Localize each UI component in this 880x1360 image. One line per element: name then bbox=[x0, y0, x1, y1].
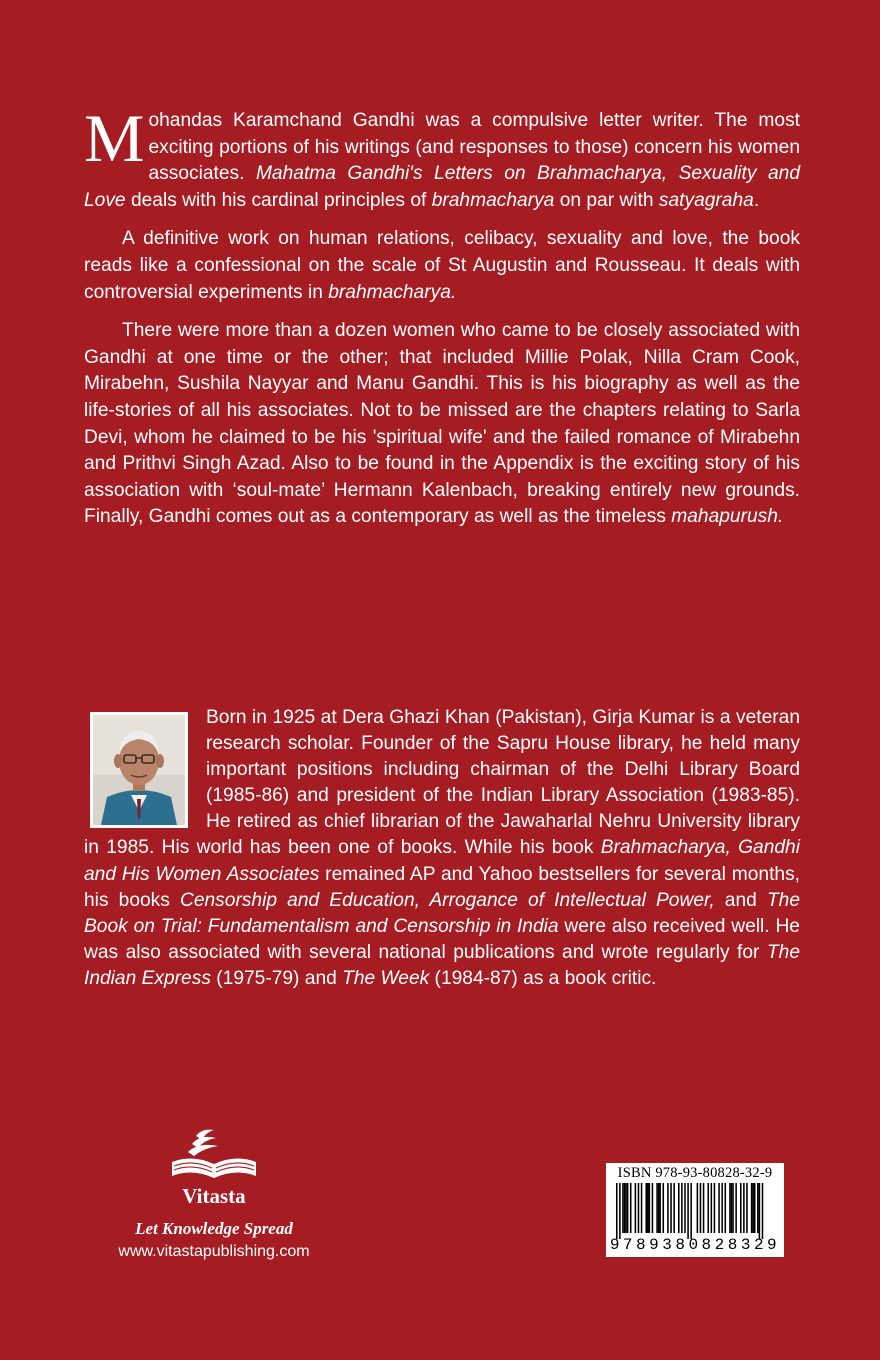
barcode-bar bbox=[757, 1183, 759, 1233]
barcode-bars-icon bbox=[610, 1183, 780, 1239]
barcode-bar bbox=[687, 1183, 689, 1239]
isbn-label: ISBN 978-93-80828-32-9 bbox=[617, 1165, 773, 1181]
barcode-bar bbox=[616, 1183, 618, 1239]
description-paragraph-2: A definitive work on human relations, celibacy, sexuality and love, the book reads like a confessional on the scale of St Augustin and Rousseau. It deals with controversial experiments in brahmacharya. bbox=[84, 228, 800, 303]
barcode-bar bbox=[759, 1183, 761, 1239]
barcode-bar bbox=[729, 1183, 731, 1233]
author-photo bbox=[90, 712, 188, 828]
barcode-bar bbox=[649, 1183, 651, 1233]
barcode-bar bbox=[656, 1183, 658, 1233]
barcode-bar bbox=[703, 1183, 705, 1233]
publisher-block bbox=[94, 1126, 334, 1261]
barcode-bar bbox=[630, 1183, 632, 1233]
barcode-bar bbox=[711, 1183, 713, 1233]
barcode-bar bbox=[678, 1183, 680, 1233]
barcode-bar bbox=[725, 1183, 727, 1233]
barcode-bar bbox=[652, 1183, 654, 1233]
barcode-bar bbox=[735, 1183, 737, 1233]
book-description bbox=[84, 100, 800, 543]
barcode-bar bbox=[658, 1183, 660, 1233]
barcode-bar bbox=[754, 1183, 756, 1233]
barcode-bar bbox=[743, 1183, 745, 1233]
barcode-bar bbox=[659, 1183, 661, 1233]
barcode-bar bbox=[714, 1183, 716, 1233]
barcode-bar bbox=[670, 1183, 672, 1233]
barcode-bar bbox=[627, 1183, 629, 1233]
barcode-bar bbox=[625, 1183, 627, 1233]
barcode-bar bbox=[645, 1183, 647, 1233]
description-paragraph-3: There were more than a dozen women who came to be closely associated with Gandhi at one time or the other; that included Millie Polak, Nilla Cram Cook, Mirabehn, Sushila Nayyar and Manu Gandhi. This is his biography as well as the life-stories of all his associates. Not to be missed are the chapters relating to Sarla Devi, whom he claimed to be his 'spiritual wife' and the failed romance of Mirabehn and Prithvi Singh Azad. Also to be found in the Appendix is the exciting story of his association with ‘soul-mate’ Hermann Kalenbach, breaking entirely new grounds. Finally, Gandhi comes out as a contemporary as well as the timeless mahapurush. bbox=[84, 320, 800, 528]
barcode-bar bbox=[707, 1183, 709, 1233]
barcode-bar bbox=[641, 1183, 643, 1233]
open-book-logo-icon bbox=[162, 1126, 266, 1184]
publisher-tagline: Let Knowledge Spread bbox=[135, 1219, 293, 1238]
drop-cap: M bbox=[84, 100, 145, 176]
barcode-bar bbox=[752, 1183, 754, 1233]
barcode-bar bbox=[740, 1183, 742, 1233]
barcode-bar bbox=[746, 1183, 748, 1233]
barcode-bar bbox=[663, 1183, 665, 1233]
barcode-bar bbox=[684, 1183, 686, 1233]
barcode-bar bbox=[673, 1183, 675, 1233]
isbn-barcode bbox=[606, 1163, 784, 1257]
barcode-bar bbox=[667, 1183, 669, 1233]
barcode-bar bbox=[721, 1183, 723, 1233]
barcode-digits: 9789380828329 bbox=[609, 1236, 781, 1254]
publisher-name: Vitasta bbox=[182, 1184, 246, 1208]
barcode-bar bbox=[697, 1183, 699, 1233]
publisher-website: www.vitastapublishing.com bbox=[118, 1243, 310, 1260]
barcode-bar bbox=[635, 1183, 637, 1233]
barcode-bar bbox=[762, 1183, 764, 1239]
barcode-bar bbox=[681, 1183, 683, 1233]
barcode-bar bbox=[732, 1183, 734, 1233]
barcode-bar bbox=[638, 1183, 640, 1233]
author-bio: Born in 1925 at Dera Ghazi Khan (Pakistan), Girja Kumar is a veteran research scholar. Founder of the Sapru House library, he held many important positions including chairman of the Delhi Library Board (1985-86) and president of the Indian Library Association (1983-85). He retired as chief librarian of the Jawaharlal Nehru University library in 1985. His world has been one of books. While his book Brahmacharya, Gandhi and His Women Associates remained AP and Yahoo bestsellers for several months, his books Censorship and Education, Arrogance of Intellectual Power, and The Book on Trial: Fundamentalism and Censorship in India were also received well. He was also associated with several national publications and wrote regularly for The Indian Express (1975-79) and The Week (1984-87) as a book critic. bbox=[84, 707, 801, 989]
barcode-bar bbox=[690, 1183, 692, 1239]
barcode-bar bbox=[647, 1183, 649, 1233]
barcode-bar bbox=[731, 1183, 733, 1233]
description-paragraph-1: Mohandas Karamchand Gandhi was a compulsive letter writer. The most exciting portions of his writings (and responses to those) concern his women associates. Mahatma Gandhi's Letters on Brahmacharya, Sexuality and Love deals with his cardinal principles of brahmacharya on par with satyagraha. bbox=[84, 100, 800, 211]
barcode-bar bbox=[718, 1183, 720, 1233]
barcode-bar bbox=[751, 1183, 753, 1233]
barcode-bar bbox=[624, 1183, 626, 1233]
barcode-bar bbox=[700, 1183, 702, 1233]
barcode-bar bbox=[622, 1183, 624, 1233]
barcode-bar bbox=[619, 1183, 621, 1239]
author-portrait-image bbox=[93, 715, 185, 825]
